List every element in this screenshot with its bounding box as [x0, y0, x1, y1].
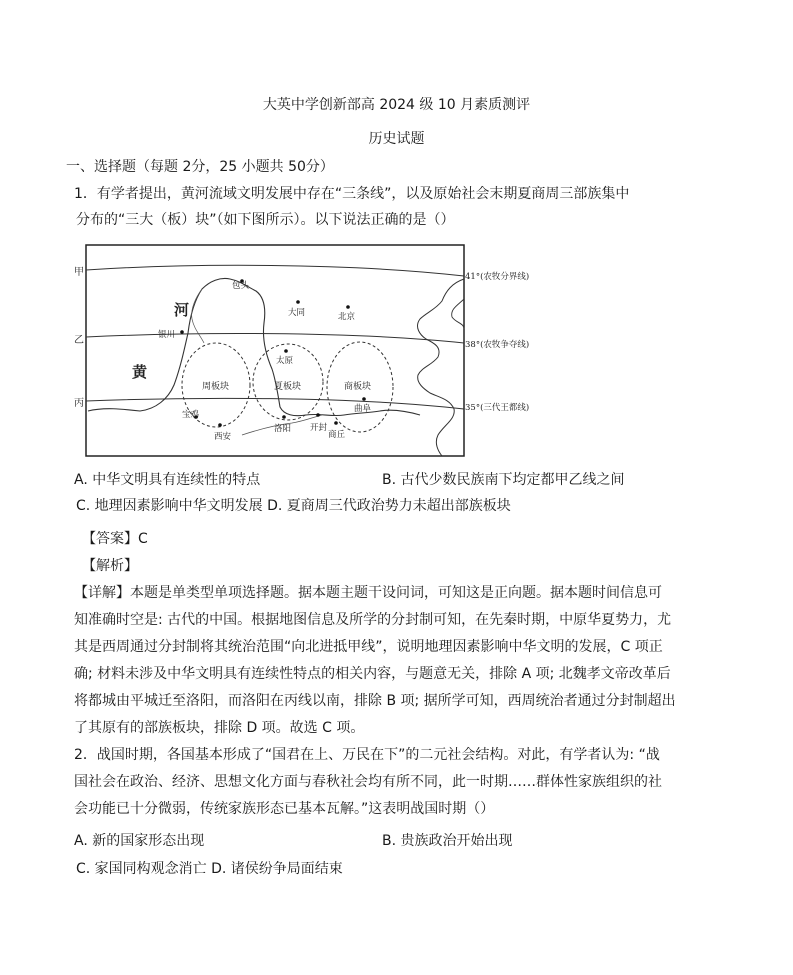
side-label-yi: 乙 — [74, 335, 84, 346]
q1-option-b: B. 古代少数民族南下均定都甲乙线之间 — [382, 472, 625, 488]
q2-stem-line1: 2．战国时期，各国基本形成了“国君在上、万民在下”的二元社会结构。对此，有学者认为: “战 — [74, 747, 660, 763]
city-luoyang: 洛阳 — [274, 424, 292, 434]
side-label-bing: 丙 — [74, 398, 84, 409]
city-qufu: 曲阜 — [354, 404, 372, 414]
river-char-he: 河 — [174, 301, 190, 319]
q2-option-a: A. 新的国家形态出现 — [74, 833, 205, 849]
city-dot-qufu — [362, 397, 366, 401]
city-dot-yinchuan — [180, 330, 184, 334]
q2-stem-line3: 会功能已十分微弱，传统家族形态已基本瓦解。”这表明战国时期（） — [74, 801, 495, 817]
city-baotou: 包头 — [232, 281, 250, 291]
q1-answer: 【答案】C — [82, 531, 148, 547]
q2-option-cd: C. 家国同构观念消亡 D. 诸侯纷争局面结束 — [76, 861, 343, 877]
exam-title: 大英中学创新部高 2024 级 10 月素质测评 — [262, 97, 531, 113]
city-baoji: 宝鸡 — [182, 410, 200, 420]
city-xian: 西安 — [214, 432, 232, 442]
city-dot-luoyang — [282, 415, 286, 419]
city-yinchuan: 银川 — [158, 330, 176, 340]
q1-detail-line4: 确; 材料未涉及中华文明具有连续性特点的相关内容，与题意无关，排除 A 项; 北魏孝文帝改革后 — [74, 666, 671, 682]
section-heading: 一、选择题（每题 2分，25 小题共 50分） — [66, 159, 334, 175]
city-dot-xian — [218, 423, 222, 427]
q2-option-b: B. 贵族政治开始出现 — [382, 833, 513, 849]
q1-map-figure — [70, 239, 548, 461]
city-dot-kaifeng — [316, 413, 320, 417]
q1-stem-line2: 分布的“三大（板）块”（如下图所示）。以下说法正确的是（） — [76, 212, 455, 228]
city-dot-taiyuan — [284, 349, 288, 353]
q1-detail-line5: 将都城由平城迁至洛阳，而洛阳在丙线以南，排除 B 项; 据所学可知，西周统治者通过分封制超出 — [74, 693, 676, 709]
city-shangqiu: 商丘 — [328, 430, 346, 440]
q1-detail-line3: 其是西周通过分封制将其统治范围“向北进抵甲线”，说明地理因素影响中华文明的发展，C 项正 — [74, 639, 663, 655]
q2-stem-line2: 国社会在政治、经济、思想文化方面与春秋社会均有所不同，此一时期……群体性家族组织的社 — [74, 774, 662, 790]
q1-map-svg — [70, 239, 548, 461]
q1-option-a: A. 中华文明具有连续性的特点 — [74, 472, 261, 488]
lat-label-41: 41°(农牧分界线) — [465, 272, 530, 282]
lat-label-35: 35°(三代王都线) — [465, 403, 530, 413]
city-dot-beijing — [346, 305, 350, 309]
q1-stem-line1: 1．有学者提出，黄河流域文明发展中存在“三条线”，以及原始社会末期夏商周三部族集中 — [74, 186, 630, 202]
exam-subtitle: 历史试题 — [368, 131, 425, 147]
city-taiyuan: 太原 — [276, 356, 294, 366]
city-dot-shangqiu — [334, 421, 338, 425]
shang-block-label: 商板块 — [344, 382, 372, 392]
q1-detail-line2: 知准确时空是: 古代的中国。根据地图信息及所学的分封制可知，在先秦时期，中原华夏势力，尤 — [74, 612, 672, 628]
zhou-block-label: 周板块 — [202, 382, 230, 392]
river-char-huang: 黄 — [132, 363, 148, 381]
q1-detail-line1: 【详解】本题是单类型单项选择题。据本题主题干设问词，可知这是正向题。据本题时间信息可 — [74, 585, 662, 601]
xia-block-label: 夏板块 — [274, 382, 302, 392]
lat-label-38: 38°(农牧争夺线) — [465, 340, 530, 350]
city-beijing: 北京 — [338, 312, 356, 322]
q1-option-cd: C. 地理因素影响中华文明发展 D. 夏商周三代政治势力未超出部族板块 — [76, 498, 511, 514]
city-dot-datong — [296, 300, 300, 304]
city-datong: 大同 — [288, 308, 306, 318]
q1-detail-line6: 了其原有的部族板块，排除 D 项。故选 C 项。 — [74, 720, 365, 736]
q1-analysis-label: 【解析】 — [82, 558, 138, 574]
city-kaifeng: 开封 — [310, 423, 328, 433]
side-label-jia: 甲 — [74, 267, 84, 278]
